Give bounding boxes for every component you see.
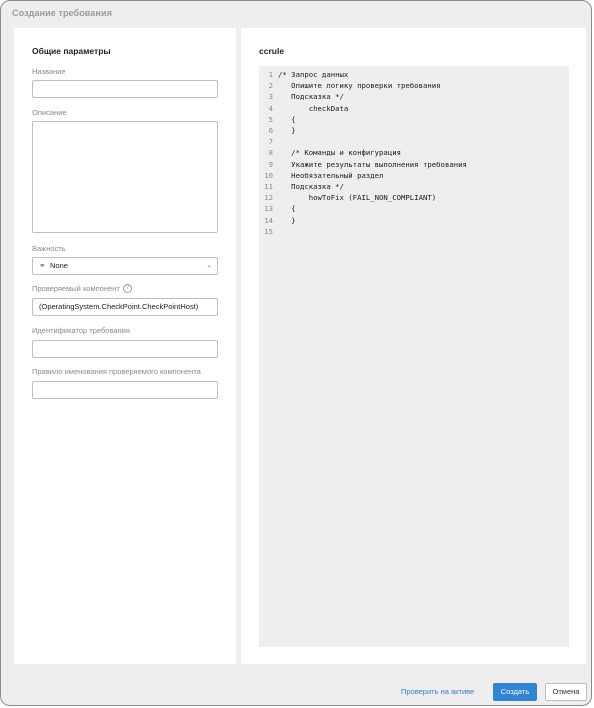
check-on-asset-link[interactable]: Проверить на активе <box>401 687 475 696</box>
code-text: Подсказка */ <box>278 182 344 191</box>
line-number: 1 <box>268 70 273 79</box>
line-number: 2 <box>268 81 273 91</box>
cancel-button[interactable]: Отмена <box>545 683 587 701</box>
line-number: 12 <box>264 193 273 203</box>
line-number: 9 <box>268 159 273 169</box>
code-title: ccrule <box>259 46 285 56</box>
code-line <box>259 125 296 136</box>
line-number: 4 <box>268 103 273 113</box>
line-number: 7 <box>268 137 273 147</box>
requirement-id-input[interactable] <box>32 340 218 358</box>
component-label: Проверяемый компонент <box>32 284 120 293</box>
code-text: Необязательный раздел <box>278 170 384 180</box>
code-text: { <box>278 204 296 214</box>
component-label-row <box>32 284 132 294</box>
code-text: /* Запрос данных <box>278 70 349 79</box>
link-icon: ⚭ <box>39 261 46 270</box>
line-number: 10 <box>264 170 273 180</box>
section-title: Общие параметры <box>32 46 111 56</box>
code-line <box>259 203 296 214</box>
component-input[interactable]: (OperatingSystem.CheckPoint.CheckPointHost) <box>32 298 218 316</box>
naming-rule-input[interactable] <box>32 381 218 399</box>
code-line <box>259 136 278 147</box>
code-line <box>259 170 383 181</box>
code-line <box>259 147 401 158</box>
description-label: Описание <box>32 108 67 117</box>
code-line <box>259 80 441 91</box>
code-text: Опишите логику проверки требования <box>278 81 441 91</box>
general-parameters-panel <box>14 28 236 664</box>
code-line <box>259 159 467 170</box>
code-text: { <box>278 114 296 124</box>
name-input[interactable] <box>32 80 218 98</box>
code-panel <box>241 28 586 664</box>
severity-label: Важность <box>32 244 66 253</box>
create-button[interactable]: Создать <box>493 683 537 701</box>
line-number: 5 <box>268 114 273 124</box>
code-text: /* Команды и конфигурация <box>278 148 402 158</box>
code-line <box>259 181 344 192</box>
requirement-id-label: Идентификатор требования <box>32 326 130 335</box>
code-text: } <box>278 126 296 135</box>
code-line <box>259 114 296 125</box>
code-text: } <box>278 215 296 225</box>
line-number: 14 <box>264 215 273 225</box>
severity-select[interactable] <box>32 257 218 275</box>
code-line <box>259 103 348 114</box>
line-number: 13 <box>264 204 273 214</box>
code-text: checkData <box>278 103 349 113</box>
chevron-down-icon: ⌄ <box>206 262 212 269</box>
code-line <box>259 192 436 203</box>
line-number: 11 <box>264 182 273 191</box>
line-number: 15 <box>264 226 273 236</box>
code-line <box>259 91 344 102</box>
code-line <box>259 226 278 237</box>
code-line <box>259 69 348 80</box>
line-number: 6 <box>268 126 273 135</box>
dialog-title: Создание требования <box>12 8 112 18</box>
line-number: 8 <box>268 148 273 158</box>
name-label: Название <box>32 67 66 76</box>
description-textarea[interactable] <box>32 121 218 233</box>
help-icon[interactable]: ? <box>123 284 132 293</box>
code-line <box>259 215 296 226</box>
severity-value: None <box>50 261 68 270</box>
code-text: Подсказка */ <box>278 92 344 102</box>
line-number: 3 <box>268 92 273 102</box>
code-editor[interactable] <box>259 66 569 647</box>
code-text: Укажите результаты выполнения требования <box>278 159 467 169</box>
code-text: howToFix (FAIL_NON_COMPLIANT) <box>278 193 437 203</box>
naming-rule-label: Правило именования проверяемого компонента <box>32 367 201 376</box>
